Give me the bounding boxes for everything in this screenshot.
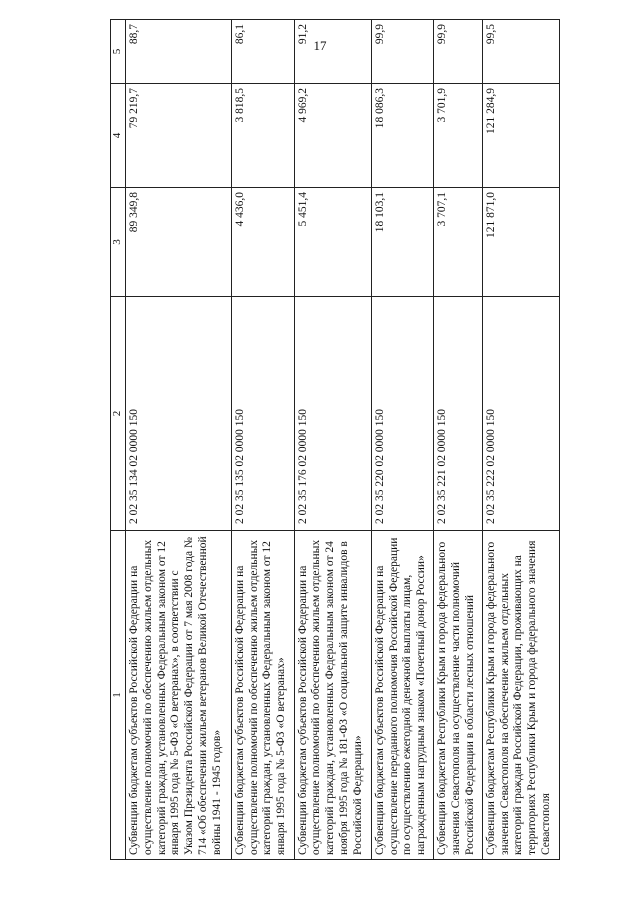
row-percent: 99,5	[482, 20, 559, 84]
table-row	[371, 20, 434, 860]
row-plan: 4 436,0	[231, 188, 294, 297]
header-col-4: 4	[111, 84, 126, 188]
row-plan: 89 349,8	[126, 188, 232, 297]
row-actual: 3 701,9	[434, 84, 482, 188]
row-code: 2 02 35 220 02 0000 150	[371, 297, 434, 531]
row-actual: 3 818,5	[231, 84, 294, 188]
page-number: 17	[313, 38, 327, 53]
table-header-row	[111, 20, 126, 860]
table-row	[434, 20, 482, 860]
header-col-2: 2	[111, 297, 126, 531]
row-code: 2 02 35 134 02 0000 150	[126, 297, 232, 531]
row-code: 2 02 35 222 02 0000 150	[482, 297, 559, 531]
row-percent: 99,9	[434, 20, 482, 84]
header-col-5: 5	[111, 20, 126, 84]
row-plan: 121 871,0	[482, 188, 559, 297]
rotated-table-container	[110, 24, 560, 860]
row-code: 2 02 35 135 02 0000 150	[231, 297, 294, 531]
row-plan: 18 103,1	[371, 188, 434, 297]
row-name: Субвенции бюджетам Республики Крым и города федерального значения Севастополя на обеспечение жильем отдельных категорий граждан Российской Федерации, проживающих на территориях Республики Крым и города федерального значения Севастополя	[482, 531, 559, 860]
row-percent: 99,9	[371, 20, 434, 84]
row-code: 2 02 35 176 02 0000 150	[294, 297, 371, 531]
data-table	[110, 19, 560, 860]
row-name: Субвенции бюджетам субъектов Российской Федерации на осуществление полномочий по обеспечению жильем отдельных категорий граждан, установленных Федеральным законом от 12 января 1995 года № 5-ФЗ «О ветеранах»	[231, 531, 294, 860]
table-row	[294, 20, 371, 860]
row-name: Субвенции бюджетам субъектов Российской Федерации на осуществление полномочий по обеспечению жильем отдельных категорий граждан, установленных Федеральным законом от 12 января 1995 года № 5-ФЗ «О ветеранах», в соответствии с Указом Президента Российской Федерации от 7 мая 2008 года № 714 «Об обеспечении жильем ветеранов Великой Отечественной войны 1941 - 1945 годов»	[126, 531, 232, 860]
row-percent: 86,1	[231, 20, 294, 84]
table-row	[126, 20, 232, 860]
row-actual: 79 219,7	[126, 84, 232, 188]
row-percent: 88,7	[126, 20, 232, 84]
table-row	[231, 20, 294, 860]
row-code: 2 02 35 221 02 0000 150	[434, 297, 482, 531]
row-name: Субвенции бюджетам субъектов Российской Федерации на осуществление переданного полномочия Российской Федерации по осуществлению ежегодной денежной выплаты лицам, награжденным нагрудным знаком «Почетный донор России»	[371, 531, 434, 860]
row-percent: 91,2	[294, 20, 371, 84]
row-actual: 18 086,3	[371, 84, 434, 188]
row-plan: 5 451,4	[294, 188, 371, 297]
row-actual: 4 969,2	[294, 84, 371, 188]
row-plan: 3 707,1	[434, 188, 482, 297]
header-col-1: 1	[111, 531, 126, 860]
table-row	[482, 20, 559, 860]
row-name: Субвенции бюджетам Республики Крым и города федерального значения Севастополя на осуществление части полномочий Российской Федерации в области лесных отношений	[434, 531, 482, 860]
row-actual: 121 284,9	[482, 84, 559, 188]
header-col-3: 3	[111, 188, 126, 297]
row-name: Субвенции бюджетам субъектов Российской Федерации на осуществление полномочий по обеспечению жильем отдельных категорий граждан, установленных Федеральным законом от 24 ноября 1995 года № 181-ФЗ «О социальной защите инвалидов в Российской Федерации»	[294, 531, 371, 860]
